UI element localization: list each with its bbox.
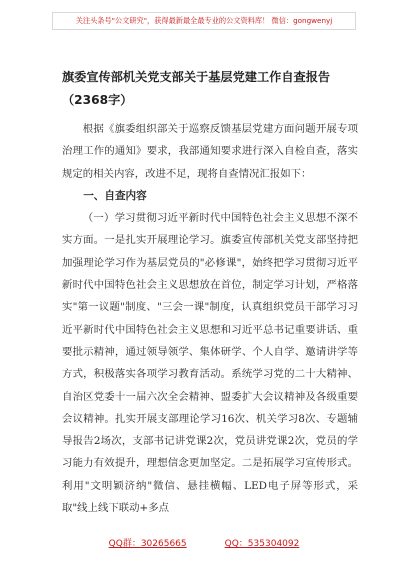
qq-group-text: QQ群：30265665 <box>108 539 187 549</box>
document-title: 旗委宣传部机关党支部关于基层党建工作自查报告（2368字） <box>62 70 331 107</box>
footer-contacts <box>0 536 408 549</box>
header-banner: 关注头条号"公文研究"，获得最新最全最专业的公文资料库！ 微信：gongwenyj <box>52 12 356 30</box>
document-body <box>62 118 358 519</box>
section-paragraph: （一）学习贯彻习近平新时代中国特色社会主义思想不深不实方面。一是扎实开展理论学习。旗委宣传部机关党支部坚持把加强理论学习作为基层党员的"必修课"，始终把学习贯彻习近平新时代中国特色社会主义思想放在首位，制定学习计划，严格落实"第一议题"制度、"三会一课"制度，认真组织党员干部学习习近平新时代中国特色社会主义思想和习近平总书记重要讲话、重要批示精神，通过领导领学、集体研学、个人自学、邀请讲学等方式，积极落实各项学习教育活动。系统学习党的二十大精神、自治区党委十一届六次全会精神、盟委扩大会议精神及各级重要会议精神。扎实开展支部理论学习16次、机关学习8次、专题辅导报告2场次，支部书记讲党课2次，党员讲党课2次，党员的学习能力有效提升，理想信念更加坚定。二是拓展学习宣传形式。利用"文明颖济纳"微信、悬挂横幅、LED电子屏等形式，采取"线上线下联动+多点 <box>62 212 358 515</box>
section-heading: 一、自查内容 <box>83 189 147 202</box>
intro-paragraph: 根据《旗委组织部关于巡察反馈基层党建方面问题开展专项治理工作的通知》要求，我部通知要求进行深入自检自查，落实规定的相关内容，改进不足，现将自查情况汇报如下： <box>62 123 358 180</box>
qq-text: QQ：535304092 <box>224 539 300 549</box>
